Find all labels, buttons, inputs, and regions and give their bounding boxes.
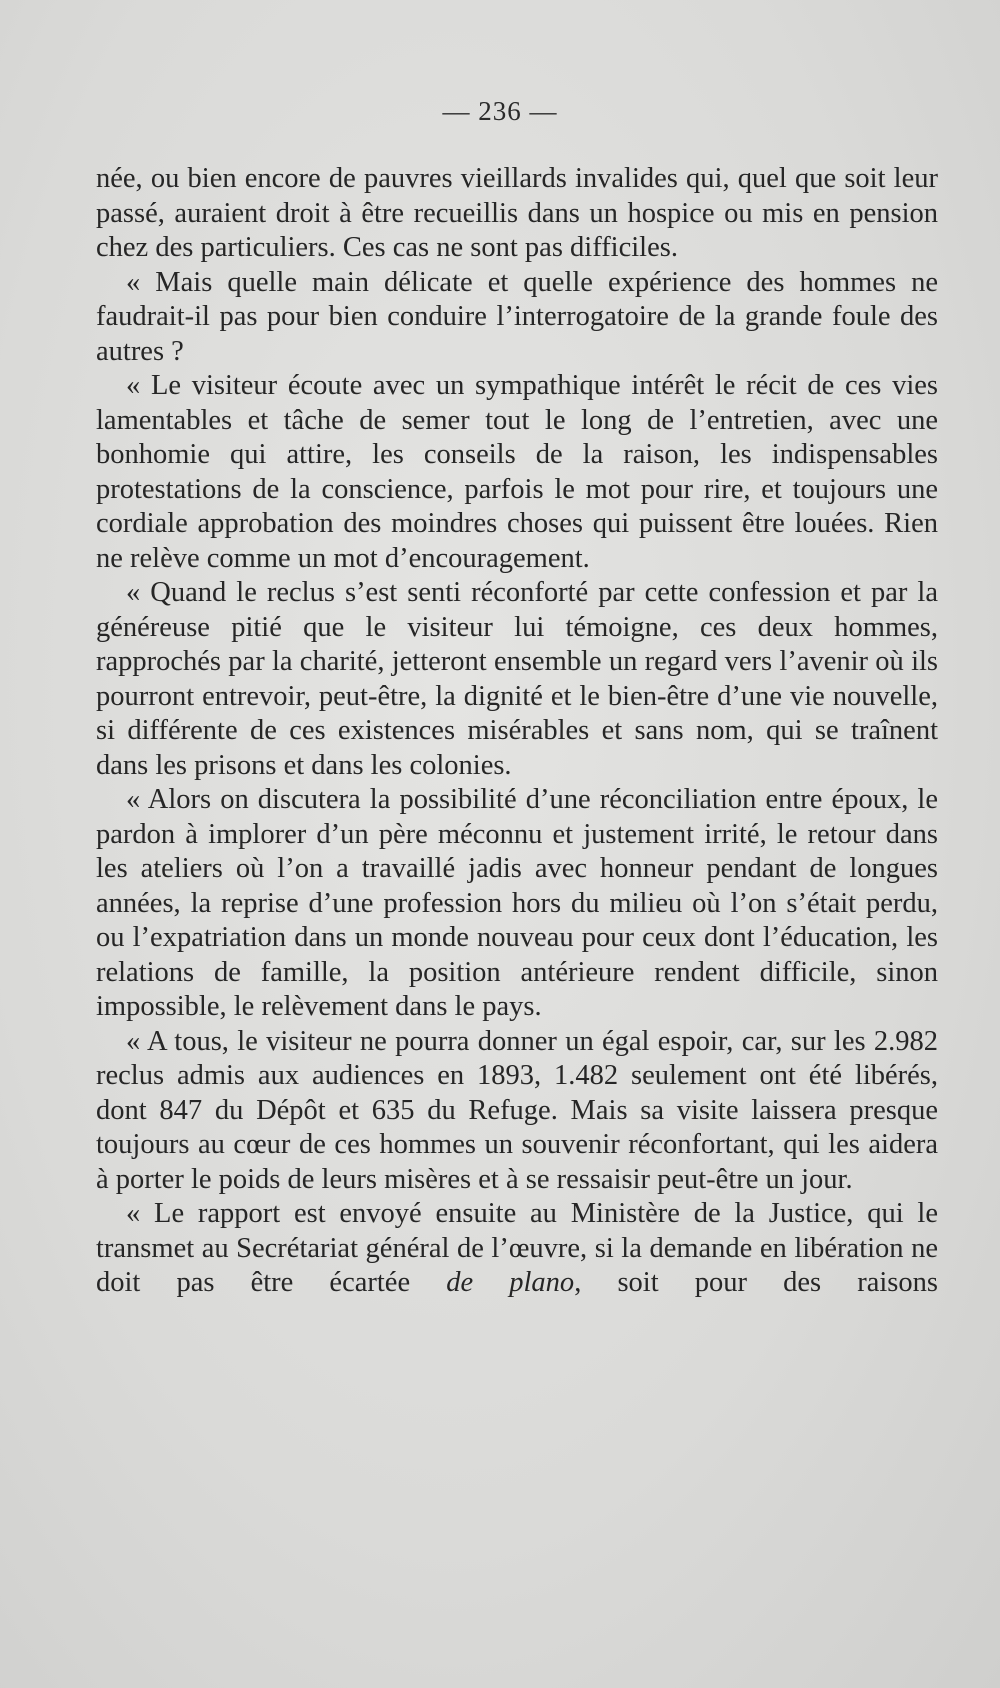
paragraph-recluse-comforted: « Quand le reclus s’est senti réconforté par cette confession et par la généreuse pitié que le visiteur lui témoigne, ces deux hommes, rapprochés par la charité, jetteront ensemble un regard vers l’avenir où ils pourront entrevoir, peut-être, la dignité et le bien-être d’une vie nouvelle, si différente de ces existences misérables et sans nom, qui se traînent dans les prisons et dans les colonies. bbox=[96, 577, 938, 781]
report-text-start: « Le rapport est envoyé ensuite au Ministère de la Justice, qui le transmet au Secrétariat général de l’œuvre, si la demande en libération ne doit pas être écartée bbox=[96, 1198, 938, 1298]
page-number: — 236 — bbox=[442, 96, 558, 126]
paragraph-reconciliation: « Alors on discutera la possibilité d’une réconciliation entre époux, le pardon à implorer d’un père méconnu et justement irrité, le retour dans les ateliers où l’on a travaillé jadis avec honneur pendant de longues années, la reprise d’une profession hors du milieu où l’on s’était perdu, ou l’expatriation dans un monde nouveau pour ceux dont l’éducation, les relations de famille, la position antérieure rendent difficile, sinon impossible, le relèvement dans le pays. bbox=[96, 784, 938, 1022]
paragraph-statistics: « A tous, le visiteur ne pourra donner un égal espoir, car, sur les 2.982 reclus admis aux audiences en 1893, 1.482 seulement ont été libérés, dont 847 du Dépôt et 635 du Refuge. Mais sa visite laissera presque toujours au cœur de ces hommes un souvenir réconfortant, qui les aidera à porter le poids de leurs misères et à se ressaisir peut-être un jour. bbox=[96, 1025, 938, 1195]
page-body-text bbox=[96, 162, 938, 1301]
report-text-end: , soit pour des raisons bbox=[574, 1267, 938, 1298]
report-text-italic: de plano bbox=[446, 1267, 575, 1298]
paragraph-question: « Mais quelle main délicate et quelle expérience des hommes ne faudrait-il pas pour bien conduire l’interrogatoire de la grande foule des autres ? bbox=[96, 266, 938, 367]
paragraph-visitor-listens: « Le visiteur écoute avec un sympathique intérêt le récit de ces vies lamentables et tâche de semer tout le long de l’entretien, avec une bonhomie qui attire, les conseils de la raison, les indispensables protestations de la conscience, parfois le mot pour rire, et toujours une cordiale approbation des moindres choses qui puissent être louées. Rien ne relève comme un mot d’encouragement. bbox=[96, 370, 938, 574]
paragraph-report bbox=[96, 1197, 938, 1301]
paragraph-continued: née, ou bien encore de pauvres vieillards invalides qui, quel que soit leur passé, auraient droit à être recueillis dans un hospice ou mis en pension chez des particuliers. Ces cas ne sont pas difficiles. bbox=[96, 163, 938, 263]
